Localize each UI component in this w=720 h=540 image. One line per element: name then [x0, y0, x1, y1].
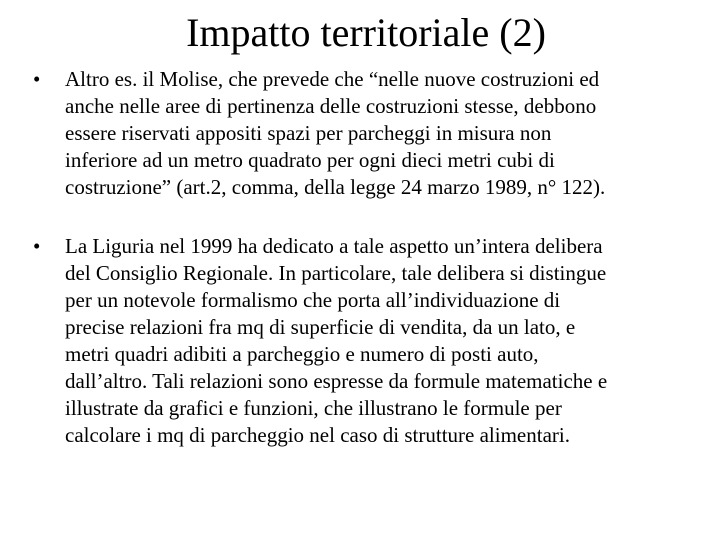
text-line: essere riservati appositi spazi per parcheggi in misura non	[65, 121, 552, 145]
text-line: per un notevole formalismo che porta all’individuazione di	[65, 288, 561, 312]
text-line: del Consiglio Regionale. In particolare, tale delibera si distingue	[65, 261, 607, 285]
text-line: Altro es. il Molise, che prevede che “nelle nuove costruzioni ed	[65, 67, 600, 91]
text-line: metri quadri adibiti a parcheggio e numero di posti auto,	[65, 342, 539, 366]
bullet-marker: •	[33, 234, 41, 258]
text-line: dall’altro. Tali relazioni sono espresse da formule matematiche e	[65, 369, 608, 393]
text-line: illustrate da grafici e funzioni, che illustrano le formule per	[65, 396, 562, 420]
text-line: costruzione” (art.2, comma, della legge 24 marzo 1989, n° 122).	[65, 175, 606, 199]
text-line: precise relazioni fra mq di superficie di vendita, da un lato, e	[65, 315, 576, 339]
text-line: anche nelle aree di pertinenza delle costruzioni stesse, debbono	[65, 94, 597, 118]
bullet-text	[65, 233, 705, 449]
bullet-text	[65, 66, 705, 201]
text-line: La Liguria nel 1999 ha dedicato a tale aspetto un’intera delibera	[65, 234, 603, 258]
slide-title: Impatto territoriale (2)	[186, 10, 546, 55]
text-line: calcolare i mq di parcheggio nel caso di strutture alimentari.	[65, 423, 570, 447]
bullet-marker: •	[33, 67, 41, 91]
text-line: inferiore ad un metro quadrato per ogni dieci metri cubi di	[65, 148, 555, 172]
